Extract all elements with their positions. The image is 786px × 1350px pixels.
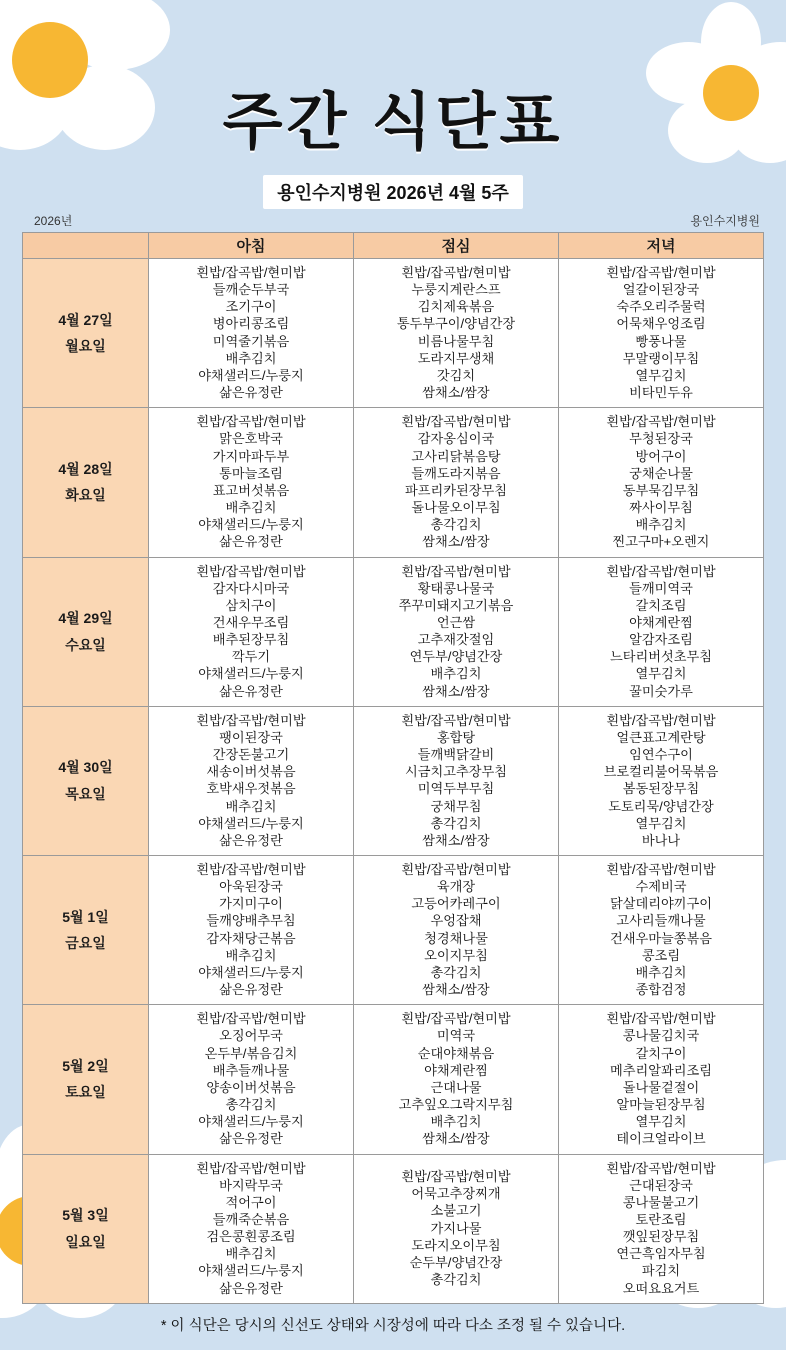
day-weekday: 목요일 — [65, 785, 106, 802]
day-cell — [23, 557, 149, 706]
meal-lunch: 흰밥/잡곡밥/현미밥 누룽지계란스프 김치제육볶음 통두부구이/양념간장 비름나물무침 도라지무생채 갓김치 쌈채소/쌈장 — [353, 259, 558, 408]
day-date: 4월 30일 — [58, 759, 113, 776]
meal-lunch: 흰밥/잡곡밥/현미밥 감자옹심이국 고사리닭볶음탕 들깨도라지볶음 파프리카된장무침 돌나물오이무침 총각김치 쌈채소/쌈장 — [353, 408, 558, 557]
page-title: 주간 식단표 — [222, 88, 564, 157]
meta-hospital: 용인수지병원 — [690, 214, 760, 228]
meal-dinner: 흰밥/잡곡밥/현미밥 수제비국 닭살데리야끼구이 고사리들깨나물 건새우마늘쫑볶음 콩조림 배추김치 종합검정 — [558, 856, 763, 1005]
header-cell-blank — [23, 233, 149, 259]
day-cell — [23, 1005, 149, 1154]
meal-lunch: 흰밥/잡곡밥/현미밥 육개장 고등어카레구이 우엉잡채 청경채나물 오이지무침 총각김치 쌈채소/쌈장 — [353, 856, 558, 1005]
poster-header — [0, 0, 786, 203]
table-header-row — [23, 233, 764, 259]
day-cell — [23, 856, 149, 1005]
meal-lunch: 흰밥/잡곡밥/현미밥 황태콩나물국 쭈꾸미돼지고기볶음 언근쌈 고추재갓절임 연두부/양념간장 배추김치 쌈채소/쌈장 — [353, 557, 558, 706]
meal-dinner: 흰밥/잡곡밥/현미밥 얼큰표고계란탕 임연수구이 브로컬리불어묵볶음 봄동된장무침 도토리묵/양념간장 열무김치 바나나 — [558, 706, 763, 855]
meta-year: 2026년 — [34, 214, 73, 228]
day-cell — [23, 408, 149, 557]
day-weekday: 토요일 — [65, 1084, 106, 1101]
header-cell-breakfast: 아침 — [148, 233, 353, 259]
meal-dinner: 흰밥/잡곡밥/현미밥 얼갈이된장국 숙주오리주물럭 어묵채우엉조림 빵풍나물 무말랭이무침 열무김치 비타민두유 — [558, 259, 763, 408]
day-date: 5월 2일 — [62, 1057, 109, 1074]
table-row — [23, 706, 764, 855]
subtitle-container — [0, 175, 786, 209]
day-weekday: 금요일 — [65, 935, 106, 952]
day-cell — [23, 1154, 149, 1303]
day-cell — [23, 706, 149, 855]
meal-breakfast: 흰밥/잡곡밥/현미밥 오징어무국 온두부/볶음김치 배추들깨나물 양송이버섯볶음 총각김치 야채샐러드/누룽지 삶은유정란 — [148, 1005, 353, 1154]
day-date: 5월 3일 — [62, 1207, 109, 1224]
day-weekday: 화요일 — [65, 487, 106, 504]
table-row — [23, 1154, 764, 1303]
meal-breakfast: 흰밥/잡곡밥/현미밥 바지락무국 적어구이 들깨죽순볶음 검은콩흰콩조림 배추김치 야채샐러드/누룽지 삶은유정란 — [148, 1154, 353, 1303]
day-weekday: 일요일 — [65, 1233, 106, 1250]
meal-breakfast: 흰밥/잡곡밥/현미밥 맑은호박국 가지마파두부 통마늘조림 표고버섯볶음 배추김치 야채샐러드/누룽지 삶은유정란 — [148, 408, 353, 557]
day-date: 4월 27일 — [58, 311, 113, 328]
day-cell — [23, 259, 149, 408]
poster-subtitle: 용인수지병원 2026년 4월 5주 — [263, 175, 523, 209]
meal-breakfast: 흰밥/잡곡밥/현미밥 팽이된장국 간장돈불고기 새송이버섯볶음 호박새우젓볶음 배추김치 야채샐러드/누룽지 삶은유정란 — [148, 706, 353, 855]
table-row — [23, 408, 764, 557]
footnote: * 이 식단은 당시의 신선도 상태와 시장성에 따라 다소 조정 될 수 있습니다. — [160, 1317, 626, 1334]
meal-breakfast: 흰밥/잡곡밥/현미밥 들깨순두부국 조기구이 병아리콩조림 미역줄기볶음 배추김치 야채샐러드/누룽지 삶은유정란 — [148, 259, 353, 408]
day-date: 4월 28일 — [58, 460, 113, 477]
day-date: 5월 1일 — [62, 908, 109, 925]
weekly-menu-table — [22, 232, 764, 1304]
meal-lunch: 흰밥/잡곡밥/현미밥 미역국 순대야채볶음 야채계란찜 근대나물 고추잎오그락지무침 배추김치 쌈채소/쌈장 — [353, 1005, 558, 1154]
meal-lunch: 흰밥/잡곡밥/현미밥 홍합탕 들깨백닭갈비 시금치고추장무침 미역두부무침 궁채무침 총각김치 쌈채소/쌈장 — [353, 706, 558, 855]
table-row — [23, 259, 764, 408]
meal-breakfast: 흰밥/잡곡밥/현미밥 감자다시마국 삼치구이 건새우무조림 배추된장무침 깍두기 야채샐러드/누룽지 삶은유정란 — [148, 557, 353, 706]
meal-dinner: 흰밥/잡곡밥/현미밥 근대된장국 콩나물불고기 토란조림 깻잎된장무침 연근흑임자무침 파김치 오떠요요거트 — [558, 1154, 763, 1303]
table-row — [23, 557, 764, 706]
header-cell-dinner: 저녁 — [558, 233, 763, 259]
meal-dinner: 흰밥/잡곡밥/현미밥 무청된장국 방어구이 궁채순나물 동부묵김무침 짜사이무침 배추김치 찐고구마+오렌지 — [558, 408, 763, 557]
meal-breakfast: 흰밥/잡곡밥/현미밥 아욱된장국 가지미구이 들깨양배추무침 감자채당근볶음 배추김치 야채샐러드/누룽지 삶은유정란 — [148, 856, 353, 1005]
day-weekday: 수요일 — [65, 636, 106, 653]
meal-lunch: 흰밥/잡곡밥/현미밥 어묵고추장찌개 소불고기 가지나물 도라지오이무침 순두부/양념간장 총각김치 — [353, 1154, 558, 1303]
table-row — [23, 1005, 764, 1154]
day-date: 4월 29일 — [58, 610, 113, 627]
menu-table-container — [22, 212, 764, 1335]
header-cell-lunch: 점심 — [353, 233, 558, 259]
table-row — [23, 856, 764, 1005]
meal-dinner: 흰밥/잡곡밥/현미밥 들깨미역국 갈치조림 야채계란찜 알감자조림 느타리버섯초무침 열무김치 꿀미숫가루 — [558, 557, 763, 706]
day-weekday: 월요일 — [65, 338, 106, 355]
meal-dinner: 흰밥/잡곡밥/현미밥 콩나물김치국 갈치구이 메추리알꽈리조림 돌나물겉절이 알마늘된장무침 열무김치 테이크얼라이브 — [558, 1005, 763, 1154]
table-meta-row — [22, 212, 764, 232]
